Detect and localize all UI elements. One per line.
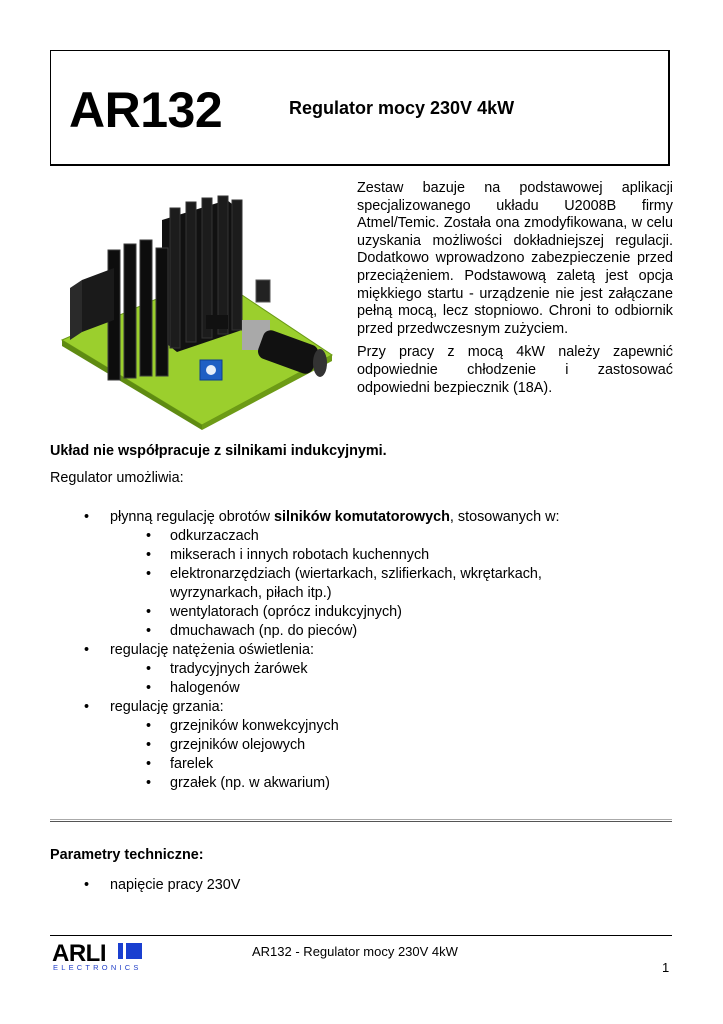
list-item: • elektronarzędziach (wiertarkach, szlifierkach, wkrętarkach, wyrzynarkach, piłach itp.): [110, 565, 600, 603]
circuit-board-photo: [52, 180, 342, 430]
list-item: • odkurzaczach: [110, 527, 670, 546]
feature-motors: • płynną regulację obrotów silników komutatorowych, stosowanych w: • odkurzaczach • mikserach i innych robotach kuchennych • elektronarzędziach (wiertarkach, szlifierkach, wkrętarkach, wyrzynarkach, piłach itp.) • wentylatorach (oprócz indukcyjnych) • dmuchawach (np. do pieców): [50, 508, 670, 641]
list-item: • napięcie pracy 230V: [50, 876, 240, 895]
list-item: • grzejników olejowych: [110, 736, 670, 755]
params-title: Parametry techniczne:: [50, 847, 204, 863]
product-code: AR132: [69, 82, 223, 138]
intro-paragraph-2: Przy pracy z mocą 4kW należy zapewnić odpowiednie chłodzenie i zastosować odpowiedni bezpiecznik (18A).: [357, 344, 673, 396]
feature-heating: • regulację grzania: • grzejników konwekcyjnych • grzejników olejowych • farelek • grzałek (np. w akwarium): [50, 698, 670, 793]
logo-bar-icon: [118, 943, 123, 959]
list-item: • grzałek (np. w akwarium): [110, 774, 670, 793]
list-item: • tradycyjnych żarówek: [110, 660, 670, 679]
arli-logo: [52, 940, 152, 976]
list-item: • mikserach i innych robotach kuchennych: [110, 546, 670, 565]
feature-list: [50, 508, 670, 793]
lead-text: Regulator umożliwia:: [50, 470, 184, 486]
intro-text: [357, 180, 673, 403]
product-subtitle: Regulator mocy 230V 4kW: [289, 98, 515, 118]
logo-subtext: ELECTRONICS: [53, 963, 142, 972]
list-item: • halogenów: [110, 679, 670, 698]
section-divider: [50, 819, 672, 822]
footer-title: AR132 - Regulator mocy 230V 4kW: [252, 944, 458, 959]
page-number: 1: [662, 960, 670, 975]
params-list: [50, 876, 240, 895]
title-box: [50, 50, 670, 166]
intro-paragraph-1: Zestaw bazuje na podstawowej aplikacji specjalizowanego układu U2008B firmy Atmel/Temic. Została ona zmodyfikowana, w celu uzyskania możliwości dokładniejszej regulacji. Dodatkowo wprowadzono zabezpieczenie przed przeciążeniem. Podstawową zaletą jest opcja miękkiego startu - urządzenie nie jest załączane pełną mocą, lecz stopniowo. Chroni to odbiornik przed przedwczesnym zużyciem.: [357, 180, 673, 337]
logo-square-icon: [126, 943, 142, 959]
list-item: • farelek: [110, 755, 670, 774]
warning-text: Układ nie współpracuje z silnikami indukcyjnymi.: [50, 443, 387, 459]
feature-lighting: • regulację natężenia oświetlenia: • tradycyjnych żarówek • halogenów: [50, 641, 670, 698]
footer-divider: [50, 935, 672, 936]
list-item: • dmuchawach (np. do pieców): [110, 622, 670, 641]
logo-word: ARLI: [52, 940, 106, 967]
list-item: • grzejników konwekcyjnych: [110, 717, 670, 736]
list-item: • wentylatorach (oprócz indukcyjnych): [110, 603, 670, 622]
